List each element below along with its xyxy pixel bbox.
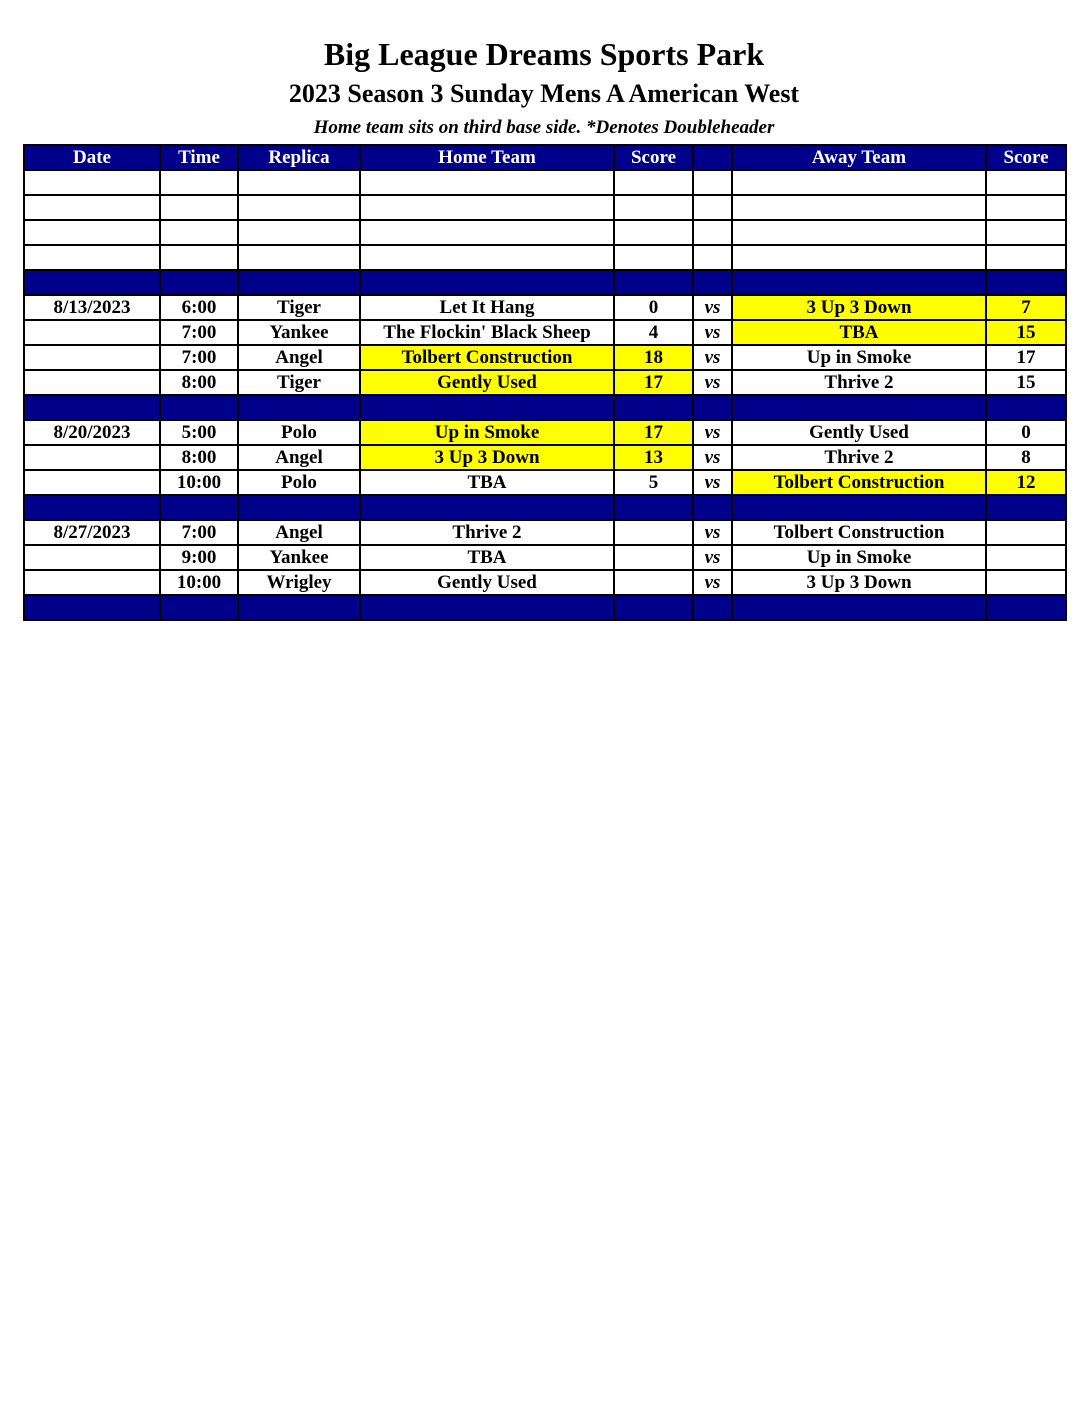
time-cell [160,195,238,220]
replica-cell: Polo [238,420,360,445]
time-cell: 7:00 [160,345,238,370]
replica-cell [238,170,360,195]
replica-cell [238,395,360,420]
time-cell [160,245,238,270]
home-score-cell: 17 [614,370,693,395]
time-cell: 9:00 [160,545,238,570]
page-title: Big League Dreams Sports Park [323,36,765,72]
away-team-cell [732,245,986,270]
vs-cell [693,495,732,520]
replica-cell [238,245,360,270]
away-score-cell: 17 [986,345,1066,370]
home-score-cell [614,170,693,195]
away-team-cell: TBA [732,320,986,345]
time-cell: 7:00 [160,320,238,345]
replica-cell: Tiger [238,295,360,320]
home-score-cell: 17 [614,420,693,445]
home-team-cell [360,595,614,620]
away-team-cell: Tolbert Construction [732,470,986,495]
time-cell [160,495,238,520]
time-cell: 8:00 [160,445,238,470]
date-cell: 8/27/2023 [24,520,160,545]
time-cell [160,595,238,620]
date-cell [24,495,160,520]
vs-cell [693,220,732,245]
separator-row [24,395,1066,420]
away-team-cell: Gently Used [732,420,986,445]
date-cell [24,220,160,245]
home-team-cell: The Flockin' Black Sheep [360,320,614,345]
vs-cell: vs [693,420,732,445]
time-cell [160,170,238,195]
home-score-cell [614,520,693,545]
replica-cell: Polo [238,470,360,495]
away-team-cell [732,270,986,295]
home-score-cell [614,195,693,220]
date-cell [24,170,160,195]
home-score-cell: 4 [614,320,693,345]
replica-cell [238,270,360,295]
away-team-cell [732,495,986,520]
time-cell: 6:00 [160,295,238,320]
away-team-cell: Up in Smoke [732,345,986,370]
time-cell [160,395,238,420]
vs-cell [693,195,732,220]
vs-cell: vs [693,295,732,320]
replica-cell: Angel [238,445,360,470]
home-score-cell [614,545,693,570]
game-row [24,445,1066,470]
away-team-cell [732,195,986,220]
away-score-cell [986,195,1066,220]
home-team-cell [360,495,614,520]
vs-cell [693,170,732,195]
home-score-cell [614,595,693,620]
blank-row [24,170,1066,195]
page-subtitle: 2023 Season 3 Sunday Mens A American West [288,79,800,108]
col-home-score-header: Score [614,145,693,170]
away-score-cell [986,595,1066,620]
schedule-table [23,144,1067,621]
date-cell [24,595,160,620]
home-score-cell: 13 [614,445,693,470]
vs-cell: vs [693,520,732,545]
time-cell: 10:00 [160,570,238,595]
replica-cell [238,495,360,520]
vs-cell: vs [693,570,732,595]
away-team-cell: Thrive 2 [732,445,986,470]
replica-cell: Wrigley [238,570,360,595]
date-cell [24,245,160,270]
col-time-header: Time [160,145,238,170]
date-cell: 8/13/2023 [24,295,160,320]
date-cell [24,195,160,220]
home-score-cell [614,395,693,420]
date-cell [24,345,160,370]
date-cell [24,370,160,395]
away-team-cell: 3 Up 3 Down [732,570,986,595]
separator-row [24,595,1066,620]
col-away-team-header: Away Team [732,145,986,170]
col-home-team-header: Home Team [360,145,614,170]
vs-cell: vs [693,320,732,345]
home-team-cell [360,170,614,195]
replica-cell [238,195,360,220]
date-cell [24,270,160,295]
away-team-cell [732,395,986,420]
home-team-cell: Gently Used [360,570,614,595]
away-team-cell [732,170,986,195]
away-score-cell: 15 [986,320,1066,345]
vs-cell: vs [693,345,732,370]
away-score-cell [986,520,1066,545]
home-team-cell: Thrive 2 [360,520,614,545]
date-cell [24,470,160,495]
col-date-header: Date [24,145,160,170]
away-score-cell [986,245,1066,270]
away-team-cell: Thrive 2 [732,370,986,395]
home-score-cell [614,495,693,520]
home-score-cell: 5 [614,470,693,495]
away-score-cell [986,495,1066,520]
home-team-cell: TBA [360,470,614,495]
away-score-cell: 15 [986,370,1066,395]
home-team-cell: Gently Used [360,370,614,395]
date-cell [24,545,160,570]
away-score-cell [986,270,1066,295]
home-score-cell [614,245,693,270]
blank-row [24,245,1066,270]
vs-cell [693,395,732,420]
replica-cell: Yankee [238,320,360,345]
replica-cell: Tiger [238,370,360,395]
game-row [24,520,1066,545]
vs-cell [693,595,732,620]
away-score-cell: 12 [986,470,1066,495]
away-score-cell [986,545,1066,570]
game-row [24,420,1066,445]
game-row [24,570,1066,595]
home-team-cell: TBA [360,545,614,570]
home-team-cell: Let It Hang [360,295,614,320]
home-team-cell: Tolbert Construction [360,345,614,370]
replica-cell: Angel [238,345,360,370]
time-cell: 7:00 [160,520,238,545]
replica-cell: Yankee [238,545,360,570]
away-team-cell: Up in Smoke [732,545,986,570]
game-row [24,345,1066,370]
header-row [24,145,1066,170]
away-team-cell: Tolbert Construction [732,520,986,545]
home-team-cell [360,195,614,220]
away-score-cell [986,395,1066,420]
home-team-cell [360,220,614,245]
game-row [24,295,1066,320]
home-score-cell: 0 [614,295,693,320]
replica-cell [238,595,360,620]
time-cell [160,270,238,295]
col-vs-header [693,145,732,170]
col-away-score-header: Score [986,145,1066,170]
home-team-cell: 3 Up 3 Down [360,445,614,470]
date-cell [24,445,160,470]
blank-row [24,220,1066,245]
away-team-cell: 3 Up 3 Down [732,295,986,320]
separator-row [24,495,1066,520]
col-replica-header: Replica [238,145,360,170]
home-team-cell [360,395,614,420]
away-team-cell [732,220,986,245]
vs-cell [693,270,732,295]
time-cell: 8:00 [160,370,238,395]
page-note: Home team sits on third base side. *Denotes Doubleheader [313,117,775,138]
away-score-cell: 8 [986,445,1066,470]
game-row [24,545,1066,570]
date-cell: 8/20/2023 [24,420,160,445]
replica-cell [238,220,360,245]
away-score-cell [986,220,1066,245]
game-row [24,470,1066,495]
away-team-cell [732,595,986,620]
vs-cell: vs [693,445,732,470]
away-score-cell [986,570,1066,595]
away-score-cell [986,170,1066,195]
away-score-cell: 0 [986,420,1066,445]
vs-cell: vs [693,545,732,570]
blank-row [24,195,1066,220]
vs-cell: vs [693,370,732,395]
vs-cell [693,245,732,270]
replica-cell: Angel [238,520,360,545]
date-cell [24,320,160,345]
time-cell: 5:00 [160,420,238,445]
time-cell: 10:00 [160,470,238,495]
home-team-cell: Up in Smoke [360,420,614,445]
date-cell [24,395,160,420]
game-row [24,320,1066,345]
home-team-cell [360,245,614,270]
date-cell [24,570,160,595]
vs-cell: vs [693,470,732,495]
time-cell [160,220,238,245]
away-score-cell: 7 [986,295,1066,320]
home-team-cell [360,270,614,295]
game-row [24,370,1066,395]
home-score-cell [614,220,693,245]
separator-row [24,270,1066,295]
home-score-cell [614,270,693,295]
home-score-cell [614,570,693,595]
schedule-body [24,170,1066,620]
home-score-cell: 18 [614,345,693,370]
